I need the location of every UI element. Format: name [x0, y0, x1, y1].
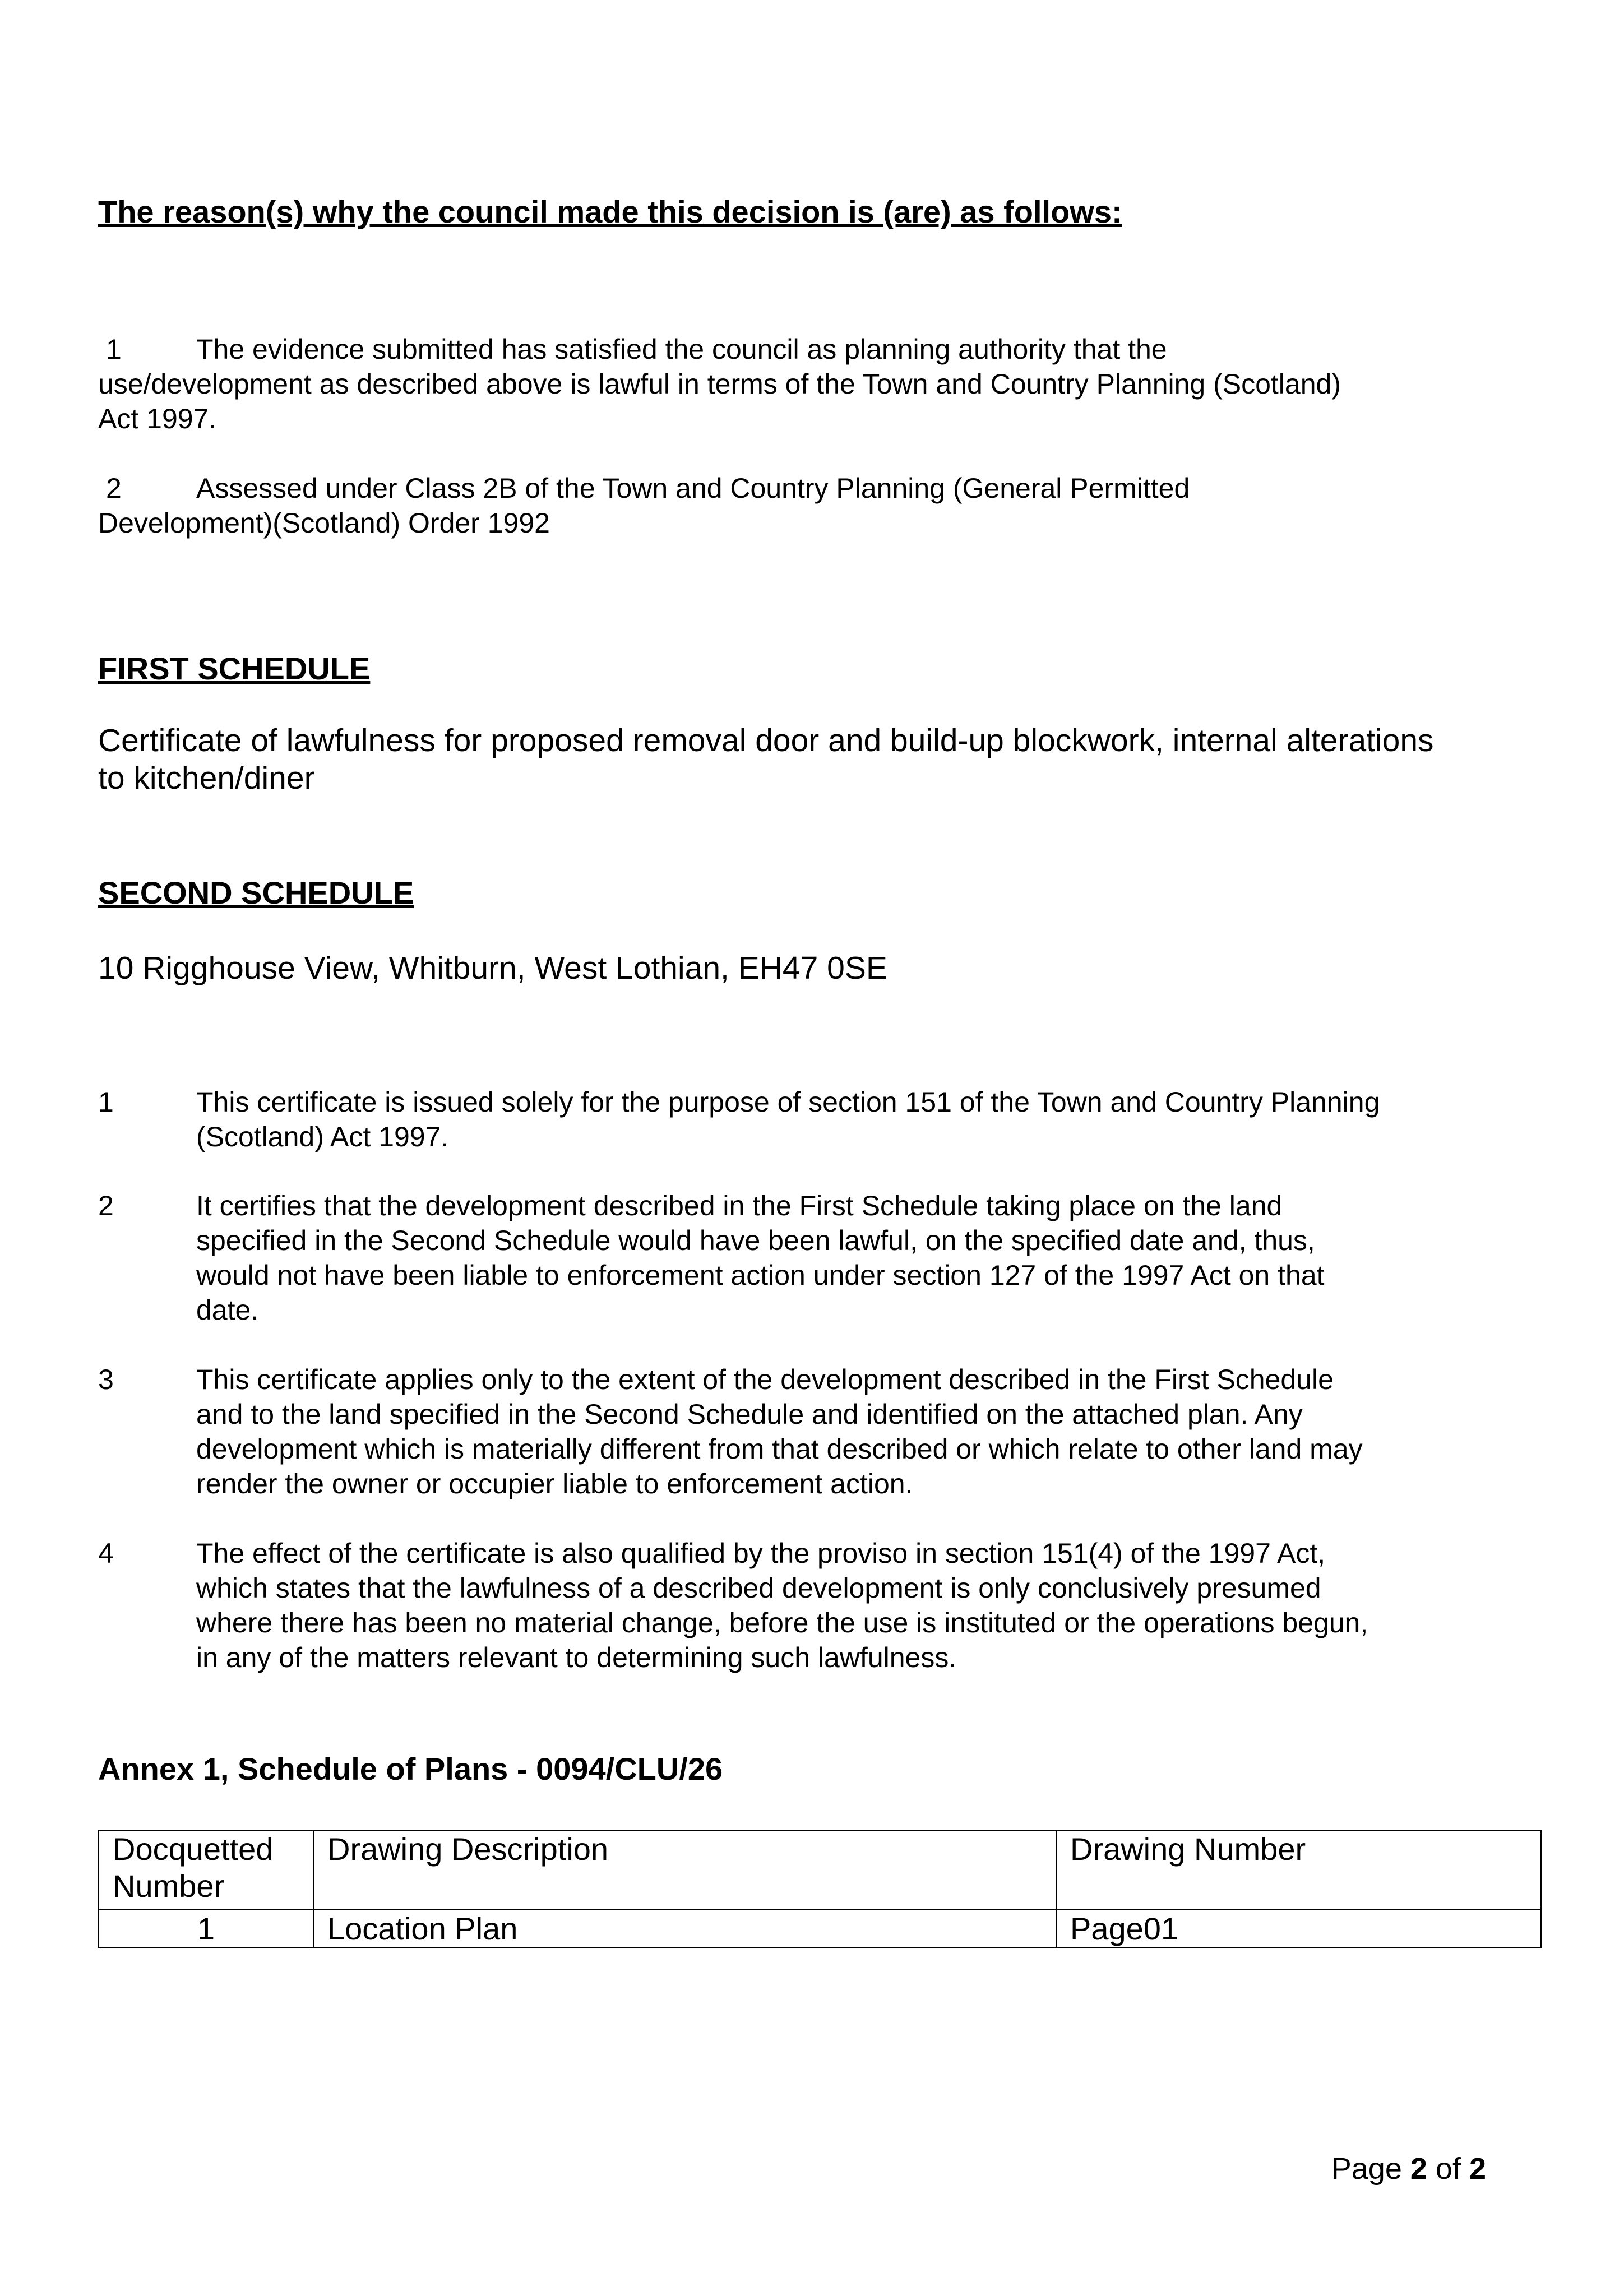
reason-line: Development)(Scotland) Order 1992: [98, 507, 550, 539]
column-header: Drawing Number: [1056, 1830, 1541, 1910]
note-number: 2: [98, 1190, 114, 1221]
reason-line: Assessed under Class 2B of the Town and Country Planning (General Permitted: [196, 473, 1190, 504]
reason-line: use/development as described above is lawful in terms of the Town and Country Planning (Scotland): [98, 368, 1341, 400]
certificate-note: [98, 1085, 1488, 1154]
reason-item: [98, 332, 1533, 436]
reason-line: The evidence submitted has satisfied the council as planning authority that the: [196, 334, 1167, 365]
note-number: 4: [98, 1538, 114, 1569]
note-line: development which is materially different from that described or which relate to other land may: [196, 1433, 1363, 1465]
note-number: 3: [98, 1364, 114, 1395]
note-line: date.: [196, 1294, 259, 1326]
reasons-heading: The reason(s) why the council made this decision is (are) as follows:: [98, 194, 1122, 229]
note-line: in any of the matters relevant to determining such lawfulness.: [196, 1642, 957, 1673]
reason-line: Act 1997.: [98, 403, 217, 434]
first-schedule-line: to kitchen/diner: [98, 760, 315, 796]
note-line: and to the land specified in the Second Schedule and identified on the attached plan. Any: [196, 1399, 1303, 1430]
second-schedule-address: 10 Rigghouse View, Whitburn, West Lothian, EH47 0SE: [98, 950, 887, 986]
reason-item: [98, 471, 1533, 540]
note-line: This certificate is issued solely for the purpose of section 151 of the Town and Country Planning: [196, 1086, 1380, 1118]
column-header: Drawing Description: [313, 1830, 1056, 1910]
first-schedule-heading: FIRST SCHEDULE: [98, 651, 371, 686]
page-number: [1331, 2151, 1486, 2186]
reason-number: 1: [106, 334, 122, 365]
note-line: where there has been no material change, before the use is instituted or the operations begun,: [196, 1607, 1368, 1638]
page-label: Page: [1331, 2152, 1410, 2186]
first-schedule-line: Certificate of lawfulness for proposed removal door and build-up blockwork, internal alterations: [98, 723, 1434, 758]
column-header: Docquetted Number: [99, 1830, 313, 1910]
table-cell: Page01: [1056, 1910, 1541, 1948]
note-number: 1: [98, 1086, 114, 1118]
schedule-of-plans-table: [98, 1830, 1542, 1948]
certificate-note: [98, 1362, 1488, 1501]
table-cell: 1: [99, 1910, 313, 1948]
reason-number: 2: [106, 473, 122, 504]
note-line: would not have been liable to enforcement action under section 127 of the 1997 Act on that: [196, 1260, 1325, 1291]
current-page: 2: [1410, 2152, 1427, 2186]
note-line: The effect of the certificate is also qualified by the proviso in section 151(4) of the 1997 Act,: [196, 1538, 1326, 1569]
table-row: [99, 1910, 1541, 1948]
page-of-label: of: [1427, 2152, 1469, 2186]
note-line: specified in the Second Schedule would have been lawful, on the specified date and, thus,: [196, 1225, 1315, 1256]
note-line: It certifies that the development described in the First Schedule taking place on the land: [196, 1190, 1283, 1221]
annex-title: Annex 1, Schedule of Plans - 0094/CLU/26: [98, 1751, 723, 1786]
note-line: (Scotland) Act 1997.: [196, 1121, 449, 1152]
note-line: render the owner or occupier liable to enforcement action.: [196, 1468, 913, 1499]
note-line: This certificate applies only to the extent of the development described in the First Schedule: [196, 1364, 1334, 1395]
certificate-note: [98, 1188, 1488, 1327]
note-line: which states that the lawfulness of a described development is only conclusively presumed: [196, 1572, 1321, 1604]
total-pages: 2: [1469, 2152, 1486, 2186]
table-cell: Location Plan: [313, 1910, 1056, 1948]
first-schedule-text: [98, 722, 1533, 797]
certificate-note: [98, 1536, 1488, 1675]
second-schedule-heading: SECOND SCHEDULE: [98, 875, 414, 910]
table-header-row: [99, 1830, 1541, 1910]
